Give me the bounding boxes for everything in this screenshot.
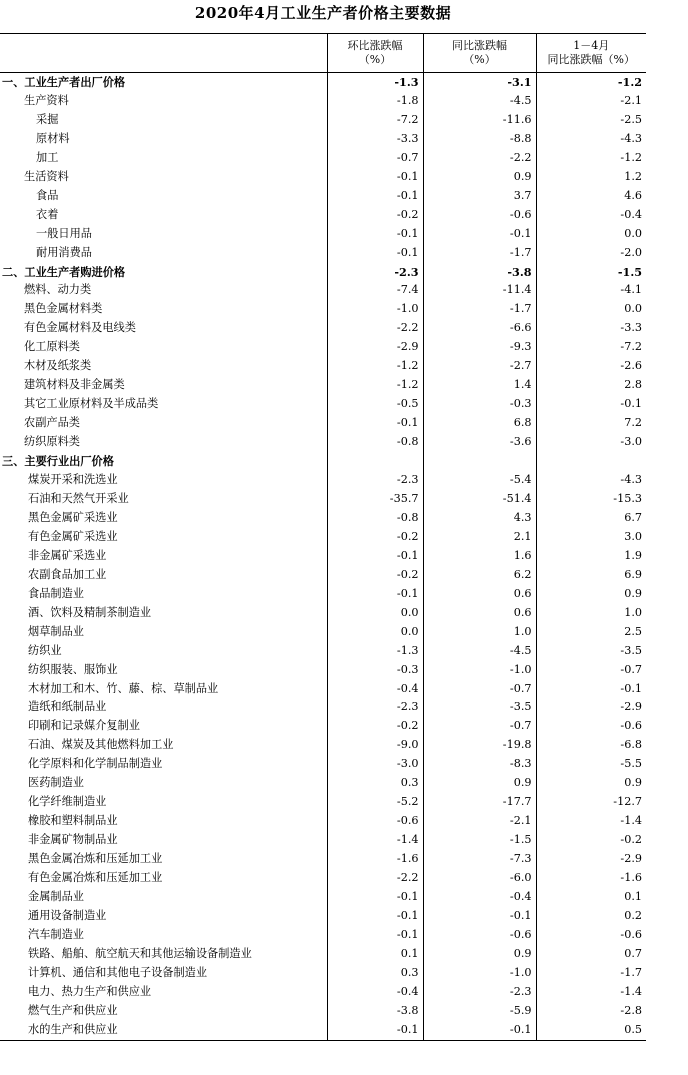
mom-value: -2.3 [327,263,423,282]
yoy-value: -1.5 [423,831,536,850]
mom-value: -1.2 [327,376,423,395]
ytd-value: 0.0 [536,225,646,244]
row-name: 一般日用品 [36,226,92,240]
yoy-value: -2.3 [423,983,536,1002]
row-name: 木材及纸浆类 [24,359,92,373]
ytd-value: -0.4 [536,206,646,225]
ytd-value: -3.5 [536,642,646,661]
table-row [0,926,646,945]
table-row [0,509,646,528]
table-row [0,604,646,623]
row-name: 一、工业生产者出厂价格 [2,75,126,89]
section-header-row [0,452,646,471]
row-name: 通用设备制造业 [28,908,107,922]
row-name: 耐用消费品 [36,245,92,259]
ytd-value: -6.8 [536,736,646,755]
mom-value: 0.1 [327,945,423,964]
row-name: 石油和天然气开采业 [28,491,129,505]
ytd-value: -1.2 [536,73,646,92]
table-body [0,73,646,1041]
row-name: 有色金属冶炼和压延加工业 [28,871,163,885]
mom-value: -3.0 [327,755,423,774]
row-name: 计算机、通信和其他电子设备制造业 [28,965,208,979]
table-row [0,547,646,566]
ytd-value: -15.3 [536,490,646,509]
row-name: 汽车制造业 [28,927,84,941]
mom-value: -0.2 [327,717,423,736]
row-name: 烟草制品业 [28,624,84,638]
header-ytd-label: 同比涨跌幅（%） [547,53,635,66]
row-name: 印刷和记录媒介复制业 [28,719,140,733]
yoy-value: 6.2 [423,566,536,585]
table-row [0,490,646,509]
row-name: 石油、煤炭及其他燃料加工业 [28,738,174,752]
mom-value: -2.3 [327,471,423,490]
row-name: 食品 [36,188,59,202]
table-row [0,357,646,376]
row-name: 木材加工和木、竹、藤、棕、草制品业 [28,681,219,695]
ytd-value: -1.7 [536,964,646,983]
yoy-value: 6.8 [423,414,536,433]
ytd-value: -3.3 [536,319,646,338]
table-row [0,661,646,680]
header-mom-change [327,34,423,73]
ytd-value: 6.9 [536,566,646,585]
ytd-value: -0.2 [536,831,646,850]
header-yoy-label: 同比涨跌幅 [452,39,507,52]
table-row [0,793,646,812]
mom-value: 0.3 [327,774,423,793]
row-name: 有色金属矿采选业 [28,529,118,543]
mom-value: -1.3 [327,73,423,92]
mom-value: -3.8 [327,1002,423,1021]
mom-value: -0.1 [327,585,423,604]
ytd-value: 0.0 [536,300,646,319]
table-row [0,907,646,926]
yoy-value: -7.3 [423,850,536,869]
yoy-value: -0.6 [423,206,536,225]
ytd-value: 0.5 [536,1021,646,1040]
ytd-value: -1.5 [536,263,646,282]
ytd-value: -1.6 [536,869,646,888]
table-row [0,983,646,1002]
mom-value: -0.5 [327,395,423,414]
row-name: 造纸和纸制品业 [28,700,107,714]
ytd-value: 3.0 [536,528,646,547]
table-row [0,206,646,225]
table-row [0,471,646,490]
ytd-value: -7.2 [536,338,646,357]
yoy-value: -0.3 [423,395,536,414]
ytd-value: 2.8 [536,376,646,395]
ytd-value: -2.0 [536,244,646,263]
mom-value: -2.9 [327,338,423,357]
yoy-value: 0.9 [423,945,536,964]
header-yoy-unit: （%） [463,53,496,66]
mom-value: -0.6 [327,812,423,831]
ytd-value: 4.6 [536,187,646,206]
table-row [0,964,646,983]
table-row [0,850,646,869]
mom-value: -9.0 [327,736,423,755]
yoy-value: -0.1 [423,907,536,926]
table-row [0,755,646,774]
mom-value: -0.1 [327,414,423,433]
ytd-value: 1.0 [536,604,646,623]
row-name: 其它工业原材料及半成品类 [24,397,159,411]
table-row [0,945,646,964]
row-name: 黑色金属冶炼和压延加工业 [28,852,163,866]
yoy-value: -51.4 [423,490,536,509]
yoy-value: -6.6 [423,319,536,338]
yoy-value: -2.7 [423,357,536,376]
row-name: 黑色金属材料类 [24,302,103,316]
mom-value: -1.3 [327,642,423,661]
mom-value: -0.1 [327,1021,423,1040]
mom-value: -0.8 [327,509,423,528]
yoy-value: -3.6 [423,433,536,452]
row-name: 化工原料类 [24,340,80,354]
row-name: 建筑材料及非金属类 [24,378,125,392]
yoy-value: -0.4 [423,888,536,907]
row-name: 生产资料 [24,93,69,107]
mom-value: -0.1 [327,926,423,945]
table-row [0,888,646,907]
yoy-value: -0.1 [423,1021,536,1040]
mom-value: -1.2 [327,357,423,376]
yoy-value: 0.9 [423,168,536,187]
row-name: 电力、热力生产和供应业 [28,984,152,998]
table-row [0,717,646,736]
ytd-value: 2.5 [536,623,646,642]
section-header-row [0,73,646,92]
yoy-value: -0.1 [423,225,536,244]
ytd-value: -2.9 [536,850,646,869]
ytd-value: -4.3 [536,471,646,490]
table-row [0,585,646,604]
row-name: 黑色金属矿采选业 [28,510,118,524]
row-name: 有色金属材料及电线类 [24,321,136,335]
mom-value: -0.1 [327,168,423,187]
mom-value: -0.7 [327,149,423,168]
ytd-value: -0.6 [536,926,646,945]
row-name: 燃气生产和供应业 [28,1003,118,1017]
row-name: 加工 [36,150,59,164]
table-row [0,774,646,793]
yoy-value: -1.0 [423,661,536,680]
row-name: 化学纤维制造业 [28,795,107,809]
mom-value: -1.6 [327,850,423,869]
table-row [0,812,646,831]
mom-value: -3.3 [327,130,423,149]
row-name: 采掘 [36,112,59,126]
ytd-value: -12.7 [536,793,646,812]
ytd-value: -2.1 [536,92,646,111]
ytd-value: 0.7 [536,945,646,964]
mom-value: -0.1 [327,244,423,263]
table-row [0,225,646,244]
ytd-value: -2.9 [536,698,646,717]
table-row [0,168,646,187]
price-data-table [0,33,646,1041]
yoy-value: -2.2 [423,149,536,168]
ytd-value: -0.1 [536,395,646,414]
row-name: 农副产品类 [24,416,80,430]
yoy-value: -4.5 [423,642,536,661]
row-name: 三、主要行业出厂价格 [2,454,114,469]
row-name: 衣着 [36,207,59,221]
mom-value: -0.4 [327,680,423,699]
row-name: 医药制造业 [28,776,84,790]
ytd-value: -3.0 [536,433,646,452]
yoy-value: -1.7 [423,244,536,263]
page-title: 2020年4月工业生产者价格主要数据 [194,4,452,22]
mom-value: -0.3 [327,661,423,680]
mom-value: -5.2 [327,793,423,812]
ytd-value: -2.5 [536,111,646,130]
mom-value: -0.2 [327,528,423,547]
mom-value: -2.3 [327,698,423,717]
mom-value: -0.1 [327,547,423,566]
table-row [0,623,646,642]
mom-value: -0.1 [327,907,423,926]
yoy-value: -0.7 [423,680,536,699]
row-name: 食品制造业 [28,586,84,600]
mom-value: -0.4 [327,983,423,1002]
mom-value: -0.1 [327,225,423,244]
table-row [0,111,646,130]
table-row [0,642,646,661]
ytd-value [536,452,646,471]
row-name: 纺织服装、服饰业 [28,662,118,676]
ytd-value: -2.6 [536,357,646,376]
ytd-value: -1.2 [536,149,646,168]
yoy-value: -0.7 [423,717,536,736]
ytd-value: -1.4 [536,812,646,831]
ytd-value: -0.7 [536,661,646,680]
row-name: 非金属矿采选业 [28,548,107,562]
row-name: 煤炭开采和洗选业 [28,473,118,487]
table-row [0,831,646,850]
table-row [0,698,646,717]
ytd-value: -5.5 [536,755,646,774]
table-row [0,414,646,433]
header-mom-label: 环比涨跌幅 [347,39,403,52]
table-row [0,338,646,357]
mom-value: -1.0 [327,300,423,319]
ytd-value: 0.9 [536,774,646,793]
row-name: 纺织原料类 [24,435,80,449]
header-yoy-change [423,34,536,73]
table-row [0,376,646,395]
ytd-value: 6.7 [536,509,646,528]
table-row [0,566,646,585]
yoy-value: -9.3 [423,338,536,357]
table-row [0,395,646,414]
ytd-value: -0.1 [536,680,646,699]
mom-value: 0.0 [327,623,423,642]
yoy-value: -19.8 [423,736,536,755]
yoy-value: 1.4 [423,376,536,395]
ytd-value: -2.8 [536,1002,646,1021]
table-row [0,92,646,111]
row-name: 橡胶和塑料制品业 [28,814,118,828]
mom-value: -7.4 [327,281,423,300]
yoy-value: 1.0 [423,623,536,642]
ytd-value: -4.3 [536,130,646,149]
mom-value: -0.2 [327,566,423,585]
row-name: 酒、饮料及精制茶制造业 [28,605,152,619]
table-row [0,300,646,319]
yoy-value: 1.6 [423,547,536,566]
ytd-value: 0.2 [536,907,646,926]
table-row [0,244,646,263]
yoy-value: -3.8 [423,263,536,282]
mom-value: -0.8 [327,433,423,452]
yoy-value: 3.7 [423,187,536,206]
yoy-value: 0.6 [423,585,536,604]
row-name: 燃料、动力类 [24,283,92,297]
yoy-value: -11.6 [423,111,536,130]
mom-value: -1.4 [327,831,423,850]
row-name: 金属制品业 [28,889,84,903]
row-name: 二、工业生产者购进价格 [2,264,126,279]
yoy-value: 0.6 [423,604,536,623]
header-item-column [0,34,327,73]
ytd-value: -4.1 [536,281,646,300]
mom-value: -0.1 [327,187,423,206]
yoy-value: -17.7 [423,793,536,812]
row-name: 水的生产和供应业 [0,1021,327,1040]
row-name: 化学原料和化学制品制造业 [28,757,163,771]
header-mom-unit: （%） [358,53,392,66]
row-name: 非金属矿物制品业 [28,833,118,847]
table-row [0,736,646,755]
table-row [0,869,646,888]
table-row [0,433,646,452]
yoy-value: -0.6 [423,926,536,945]
yoy-value: -8.8 [423,130,536,149]
table-row [0,528,646,547]
yoy-value: 4.3 [423,509,536,528]
mom-value: -2.2 [327,319,423,338]
yoy-value [423,452,536,471]
mom-value: 0.3 [327,964,423,983]
mom-value: -1.8 [327,92,423,111]
mom-value: 0.0 [327,604,423,623]
yoy-value: -5.9 [423,1002,536,1021]
mom-value: -7.2 [327,111,423,130]
mom-value: -0.1 [327,888,423,907]
yoy-value: -11.4 [423,281,536,300]
ytd-value: 1.2 [536,168,646,187]
mom-value: -2.2 [327,869,423,888]
table-row [0,130,646,149]
ytd-value: 0.1 [536,888,646,907]
yoy-value: -8.3 [423,755,536,774]
ytd-value: 1.9 [536,547,646,566]
table-header [0,34,646,73]
row-name: 原材料 [36,131,70,145]
table-row [0,281,646,300]
yoy-value: -6.0 [423,869,536,888]
mom-value: -0.2 [327,206,423,225]
section-header-row [0,263,646,282]
yoy-value: -3.1 [423,73,536,92]
yoy-value: 0.9 [423,774,536,793]
yoy-value: -5.4 [423,471,536,490]
row-name: 纺织业 [28,643,62,657]
ytd-value: 0.9 [536,585,646,604]
yoy-value: -2.1 [423,812,536,831]
ytd-value: 7.2 [536,414,646,433]
yoy-value: -1.7 [423,300,536,319]
row-name: 生活资料 [24,169,69,183]
table-row [0,149,646,168]
ytd-value: -0.6 [536,717,646,736]
yoy-value: -3.5 [423,698,536,717]
table-row [0,680,646,699]
yoy-value: 2.1 [423,528,536,547]
table-row [0,187,646,206]
yoy-value: -4.5 [423,92,536,111]
mom-value: -35.7 [327,490,423,509]
header-ytd-change [536,34,646,73]
row-name: 农副食品加工业 [28,567,107,581]
mom-value [327,452,423,471]
row-name: 铁路、船舶、航空航天和其他运输设备制造业 [28,946,252,960]
yoy-value: -1.0 [423,964,536,983]
header-ytd-period: 1－4月 [573,39,610,52]
ytd-value: -1.4 [536,983,646,1002]
table-row [0,319,646,338]
table-row [0,1002,646,1021]
table-row [0,1021,646,1040]
